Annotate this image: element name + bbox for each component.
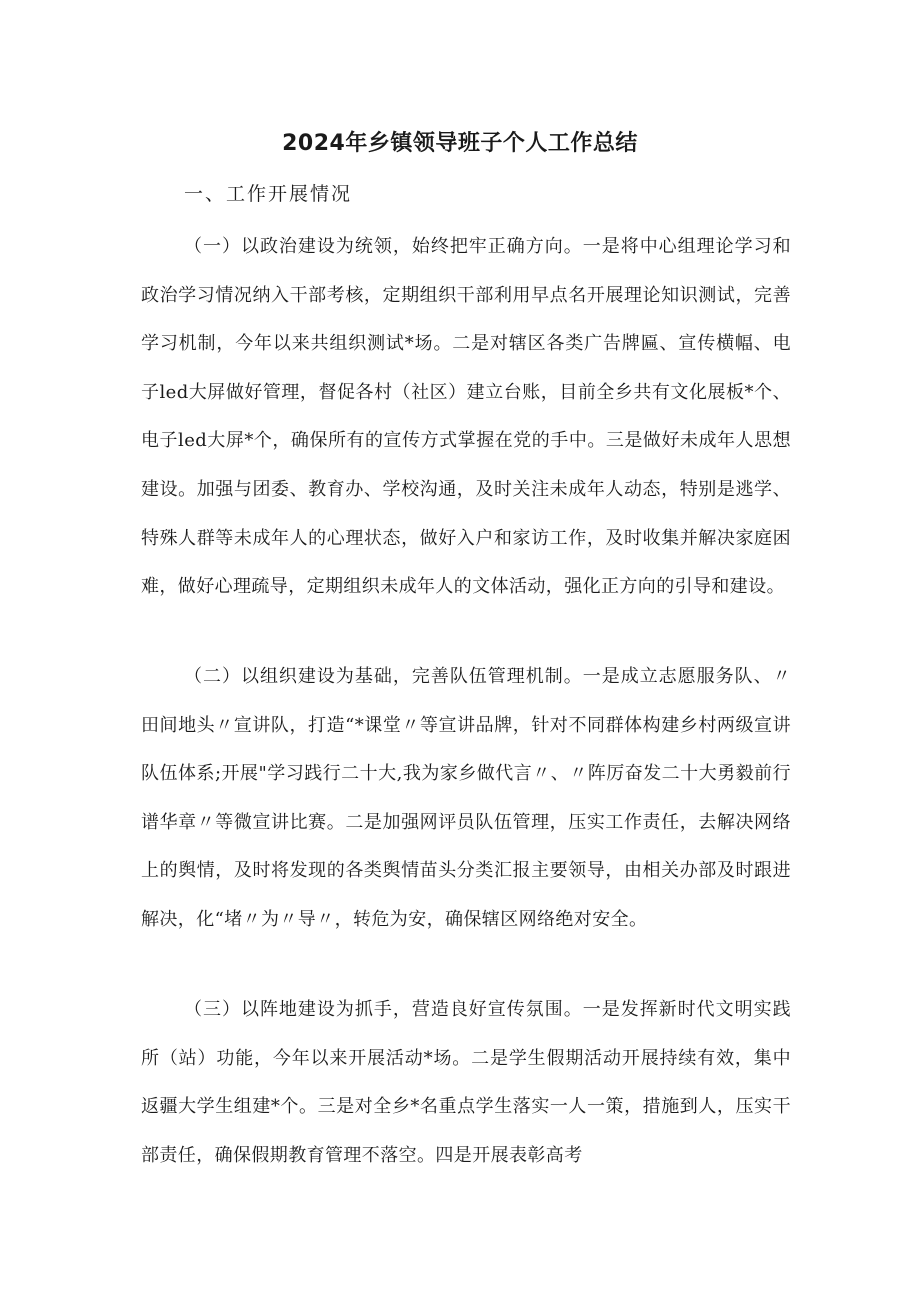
- document-title: 2024年乡镇领导班子个人工作总结: [282, 131, 638, 156]
- paragraph-2: （二）以组织建设为基础，完善队伍管理机制。一是成立志愿服务队、〃田间地头〃宣讲队，打造“*课堂〃等宣讲品牌，针对不同群体构建乡村两级宣讲队伍体系;开展"学习践行二十大,我为家乡做代言〃、〃阵厉奋发二十大勇毅前行谱华章〃等微宣讲比赛。二是加强网评员队伍管理，压实工作责任，去解决网络上的舆情，及时将发现的各类舆情苗头分类汇报主要领导，由相关办部及时跟进解决，化“堵〃为〃导〃，转危为安，确保辖区网络绝对安全。: [141, 666, 791, 930]
- paragraph-1: （一）以政治建设为统领，始终把牢正确方向。一是将中心组理论学习和政治学习情况纳入干部考核，定期组织干部利用早点名开展理论知识测试，完善学习机制，今年以来共组织测试*场。二是对辖区各类广告牌匾、宣传横幅、电子led大屏做好管理，督促各村（社区）建立台账，目前全乡共有文化展板*个、电子led大屏*个，确保所有的宣传方式掌握在党的手中。三是做好未成年人思想建设。加强与团委、教育办、学校沟通，及时关注未成年人动态，特别是逃学、特殊人群等未成年人的心理状态，做好入户和家访工作，及时收集并解决家庭困难，做好心理疏导，定期组织未成年人的文体活动，强化正方向的引导和建设。: [141, 236, 791, 598]
- section-heading: 一、工作开展情况: [184, 183, 353, 205]
- paragraph-3: （三）以阵地建设为抓手，营造良好宣传氛围。一是发挥新时代文明实践所（站）功能，今年以来开展活动*场。二是学生假期活动开展持续有效，集中返疆大学生组建*个。三是对全乡*名重点学生落实一人一策，措施到人，压实干部责任，确保假期教育管理不落空。四是开展表彰高考: [141, 999, 791, 1166]
